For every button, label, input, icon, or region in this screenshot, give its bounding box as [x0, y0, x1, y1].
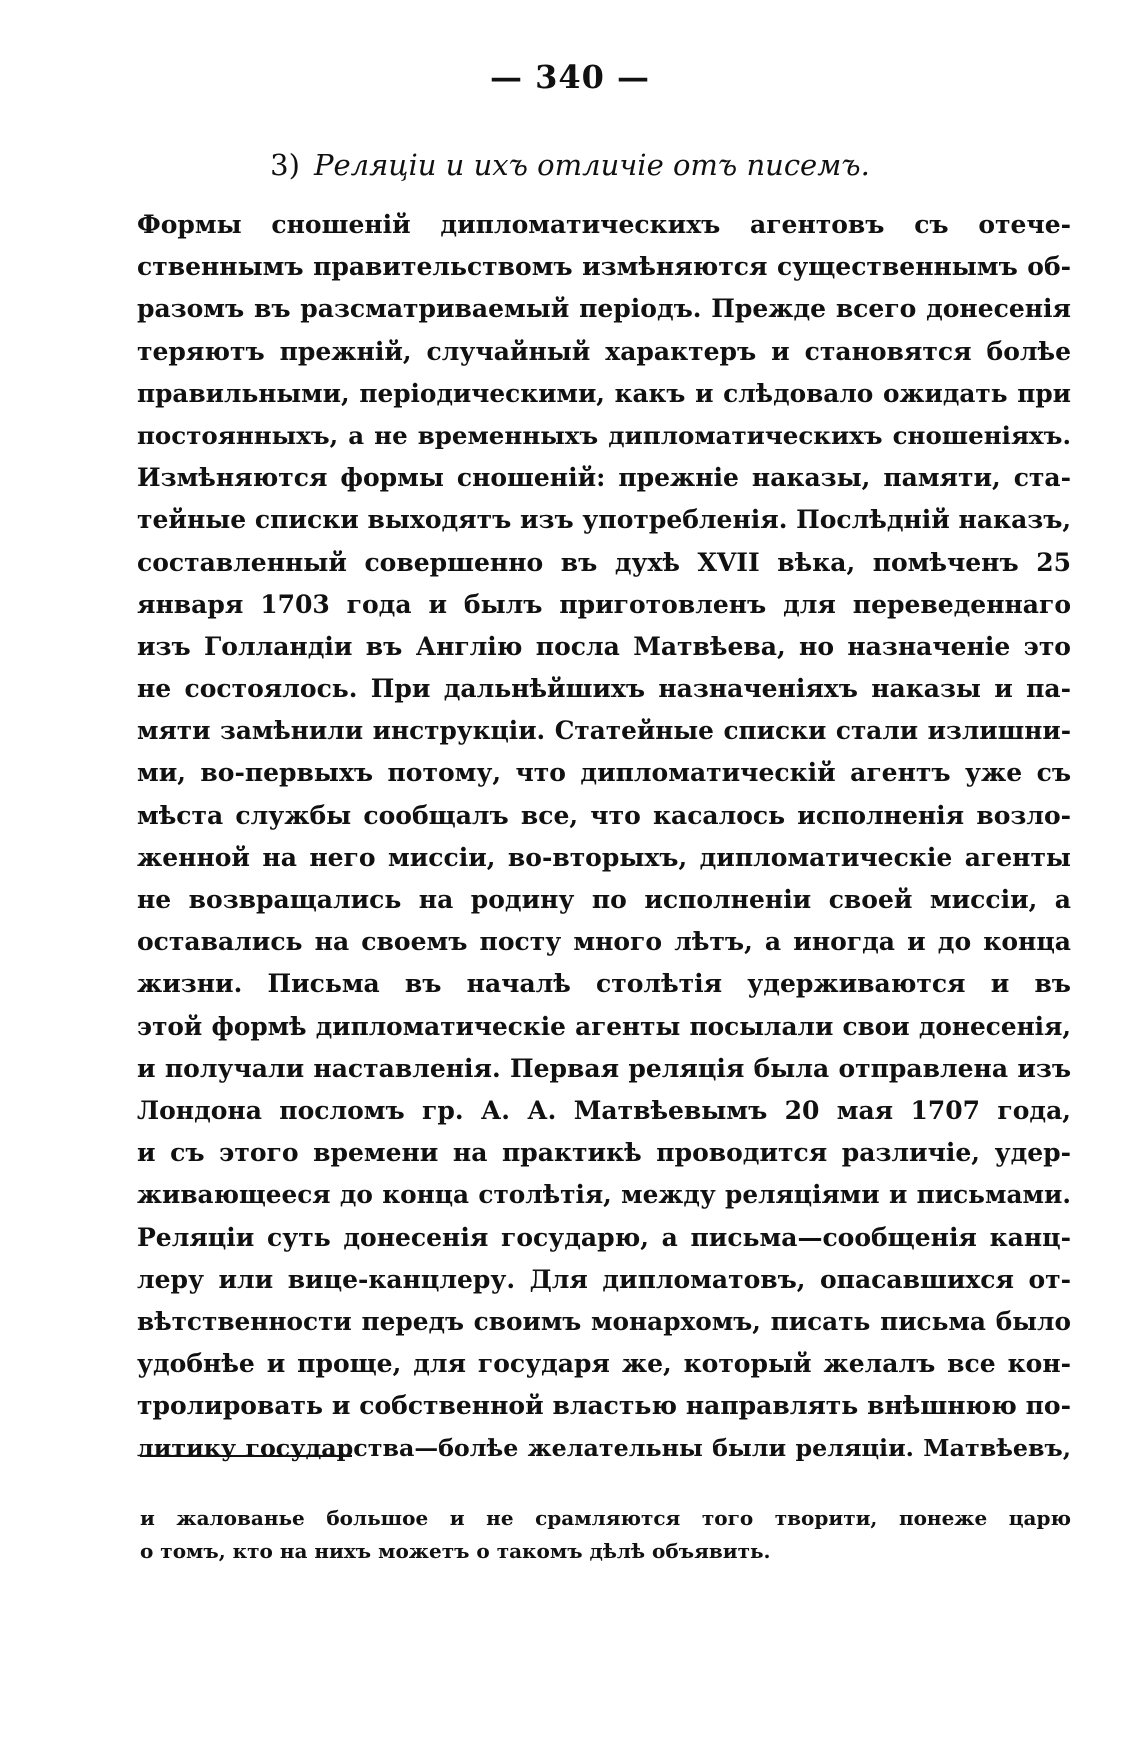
section-heading — [0, 148, 1140, 182]
body-text — [137, 204, 1071, 1470]
text-line: не состоялось. При дальнѣйшихъ назначеніяхъ наказы и па- — [137, 674, 1071, 704]
text-line: этой формѣ дипломатическіе агенты посылали свои донесенія, — [137, 1011, 1071, 1041]
text-line: Лондона посломъ гр. А. А. Матвѣевымъ 20 мая 1707 года, — [137, 1095, 1071, 1125]
text-line: мѣста службы сообщалъ все, что касалось исполненія возло- — [137, 800, 1071, 830]
text-line: литику государства—болѣе желательны были реляціи. Матвѣевъ, — [137, 1434, 1071, 1463]
footnote-line: о томъ, кто на нихъ можетъ о такомъ дѣлѣ объявить. — [140, 1539, 771, 1563]
text-line: мяти замѣнили инструкціи. Статейные списки стали излишни- — [137, 716, 1071, 746]
text-line: теряютъ прежній, случайный характеръ и становятся болѣе — [137, 336, 1071, 366]
text-line: Формы сношеній дипломатическихъ агентовъ съ отече- — [137, 210, 1071, 239]
text-line: леру или вице-канцлеру. Для дипломатовъ, опасавшихся от- — [137, 1264, 1071, 1294]
text-line: вѣтственности передъ своимъ монархомъ, писать письма было — [137, 1306, 1071, 1336]
text-line: и получали наставленія. Первая реляція была отправлена изъ — [137, 1053, 1071, 1083]
text-line: разомъ въ разсматриваемый періодъ. Прежде всего донесенія — [137, 294, 1071, 324]
section-number: 3) — [270, 148, 300, 182]
text-line: постоянныхъ, а не временныхъ дипломатическихъ сношеніяхъ. — [137, 420, 1071, 450]
text-line: жизни. Письма въ началѣ столѣтія удерживаются и въ — [137, 969, 1071, 999]
section-title: Реляціи и ихъ отличіе отъ писемъ. — [313, 148, 870, 182]
footnotes — [140, 1502, 1071, 1568]
footnote-divider — [140, 1455, 352, 1457]
text-line: Измѣняются формы сношеній: прежніе наказы, памяти, ста- — [137, 463, 1071, 493]
text-line: ми, во-первыхъ потому, что дипломатическій агентъ уже съ — [137, 758, 1071, 788]
text-line: правильными, періодическими, какъ и слѣдовало ожидать при — [137, 378, 1071, 408]
footnote-line: и жалованье большое и не срамляются того творити, понеже царю — [140, 1506, 1071, 1530]
text-line: изъ Голландіи въ Англію посла Матвѣева, но назначеніе это — [137, 631, 1071, 661]
text-line: тейные списки выходятъ изъ употребленія. Послѣдній наказъ, — [137, 505, 1071, 535]
text-line: составленный совершенно въ духѣ XVII вѣка, помѣченъ 25 — [137, 547, 1071, 577]
text-line: не возвращались на родину по исполненіи своей миссіи, а — [137, 885, 1071, 914]
text-line: и съ этого времени на практикѣ проводится различіе, удер- — [137, 1138, 1071, 1168]
text-line: ственнымъ правительствомъ измѣняются существеннымъ об- — [137, 252, 1071, 282]
text-line: женной на него миссіи, во-вторыхъ, дипломатическіе агенты — [137, 842, 1071, 872]
text-line: января 1703 года и былъ приготовленъ для переведеннаго — [137, 589, 1071, 619]
text-line: Реляціи суть донесенія государю, а письма—сообщенія канц- — [137, 1222, 1071, 1252]
text-line: удобнѣе и проще, для государя же, который желалъ все кон- — [137, 1349, 1071, 1379]
text-line: тролировать и собственной властью направлять внѣшнюю по- — [137, 1391, 1071, 1421]
text-line: живающееся до конца столѣтія, между реляціями и письмами. — [137, 1180, 1071, 1210]
page-number: — 340 — — [489, 58, 651, 96]
text-line: оставались на своемъ посту много лѣтъ, а иногда и до конца — [137, 927, 1071, 957]
